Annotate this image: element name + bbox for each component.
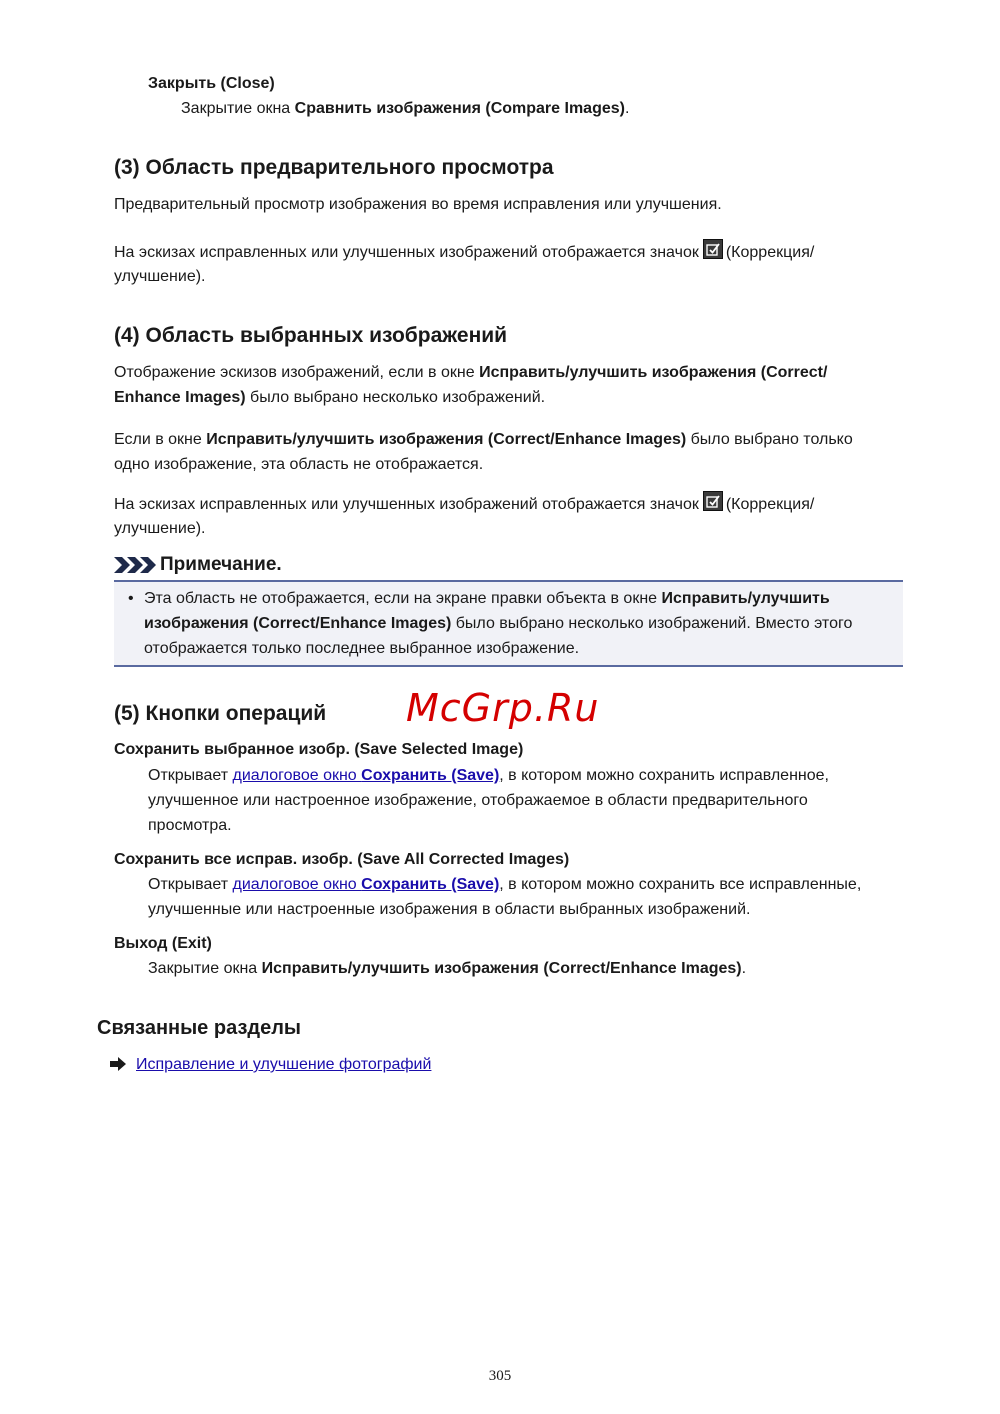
correction-enhance-icon [703,491,723,511]
save-dialog-link[interactable] [233,767,500,784]
note-bottom-rule [114,665,903,667]
section4-heading: (4) Область выбранных изображений [114,324,508,347]
save-all-prefix: Открывает [148,876,233,893]
section3-p2-line2: улучшение). [114,268,206,285]
note-line1 [144,586,830,611]
section4-p1-bold1: Исправить/улучшить изображения (Correct/ [479,364,828,381]
related-link-correct-enhance-photos[interactable]: Исправление и улучшение фотографий [136,1056,432,1073]
save-dialog-link-bold[interactable]: Сохранить (Save) [361,767,500,784]
section4-p1-bold2: Enhance Images) [114,389,246,406]
section4-p3-line2: улучшение). [114,520,206,537]
note-l2-bold: изображения (Correct/Enhance Images) [144,615,452,632]
note-bullet: • [128,590,134,607]
save-all-line2: улучшенные или настроенные изображения в области выбранных изображений. [148,901,751,918]
section3-p2-prefix: На эскизах исправленных или улучшенных изображений отображается значок [114,244,699,261]
save-all-line1 [148,872,861,897]
arrow-right-icon [110,1057,126,1071]
section3-p1: Предварительный просмотр изображения во время исправления или улучшения. [114,196,722,213]
page-number: 305 [488,1368,512,1384]
section4-p2-suffix: было выбрано только [686,431,853,448]
section5-heading: (5) Кнопки операций [114,702,327,725]
watermark: McGrp.Ru [406,686,600,730]
section3-heading: (3) Область предварительного просмотра [114,156,554,179]
section4-p2-line2: одно изображение, эта область не отображается. [114,456,484,473]
note-top-rule [114,580,903,582]
save-selected-line1 [148,763,829,788]
save-all-suffix: , в котором можно сохранить все исправленные, [499,876,862,893]
section4-p3-prefix: На эскизах исправленных или улучшенных изображений отображается значок [114,496,699,513]
section4-p2-line1 [114,427,853,452]
save-selected-suffix: , в котором можно сохранить исправленное, [499,767,829,784]
save-all-term: Сохранить все исправ. изобр. (Save All Corrected Images) [114,851,570,868]
section4-p3 [114,491,814,517]
close-desc-bold: Сравнить изображения (Compare Images) [294,100,625,117]
close-desc-suffix: . [624,100,630,117]
section3-p2 [114,239,814,265]
section4-p2-prefix: Если в окне [114,431,207,448]
exit-bold: Исправить/улучшить изображения (Correct/Enhance Images) [261,960,742,977]
section4-p1-line2 [114,385,545,410]
save-dialog-link[interactable] [233,876,500,893]
close-description [181,96,629,121]
save-selected-line2: улучшенное или настроенное изображение, отображаемое в области предварительного [148,792,808,809]
save-dialog-link-plain[interactable]: диалоговое окно [232,767,362,784]
exit-term: Выход (Exit) [114,935,212,952]
note-chevrons-icon [114,557,158,573]
save-dialog-link-plain[interactable]: диалоговое окно [232,876,362,893]
exit-description [148,956,746,981]
related-heading: Связанные разделы [97,1017,301,1039]
note-l2-suffix: было выбрано несколько изображений. Вместо этого [451,615,853,632]
section3-p2-suffix: (Коррекция/ [725,244,815,261]
section4-p1-prefix: Отображение эскизов изображений, если в окне [114,364,480,381]
note-l1-prefix: Эта область не отображается, если на экране правки объекта в окне [144,590,662,607]
save-selected-term: Сохранить выбранное изобр. (Save Selected Image) [114,741,524,758]
note-line2 [144,611,852,636]
note-line3: отображается только последнее выбранное изображение. [144,640,580,657]
section4-p2-bold: Исправить/улучшить изображения (Correct/Enhance Images) [206,431,687,448]
close-desc-prefix: Закрытие окна [181,100,295,117]
section4-p3-suffix: (Коррекция/ [725,496,815,513]
close-term: Закрыть (Close) [148,75,275,92]
section4-p1-suffix: было выбрано несколько изображений. [245,389,546,406]
exit-prefix: Закрытие окна [148,960,262,977]
save-dialog-link-bold[interactable]: Сохранить (Save) [361,876,500,893]
note-l1-bold: Исправить/улучшить [661,590,830,607]
save-selected-prefix: Открывает [148,767,233,784]
correction-enhance-icon [703,239,723,259]
note-title: Примечание. [160,554,282,575]
save-selected-line3: просмотра. [148,817,232,834]
exit-suffix: . [741,960,747,977]
section4-p1-line1 [114,360,827,385]
